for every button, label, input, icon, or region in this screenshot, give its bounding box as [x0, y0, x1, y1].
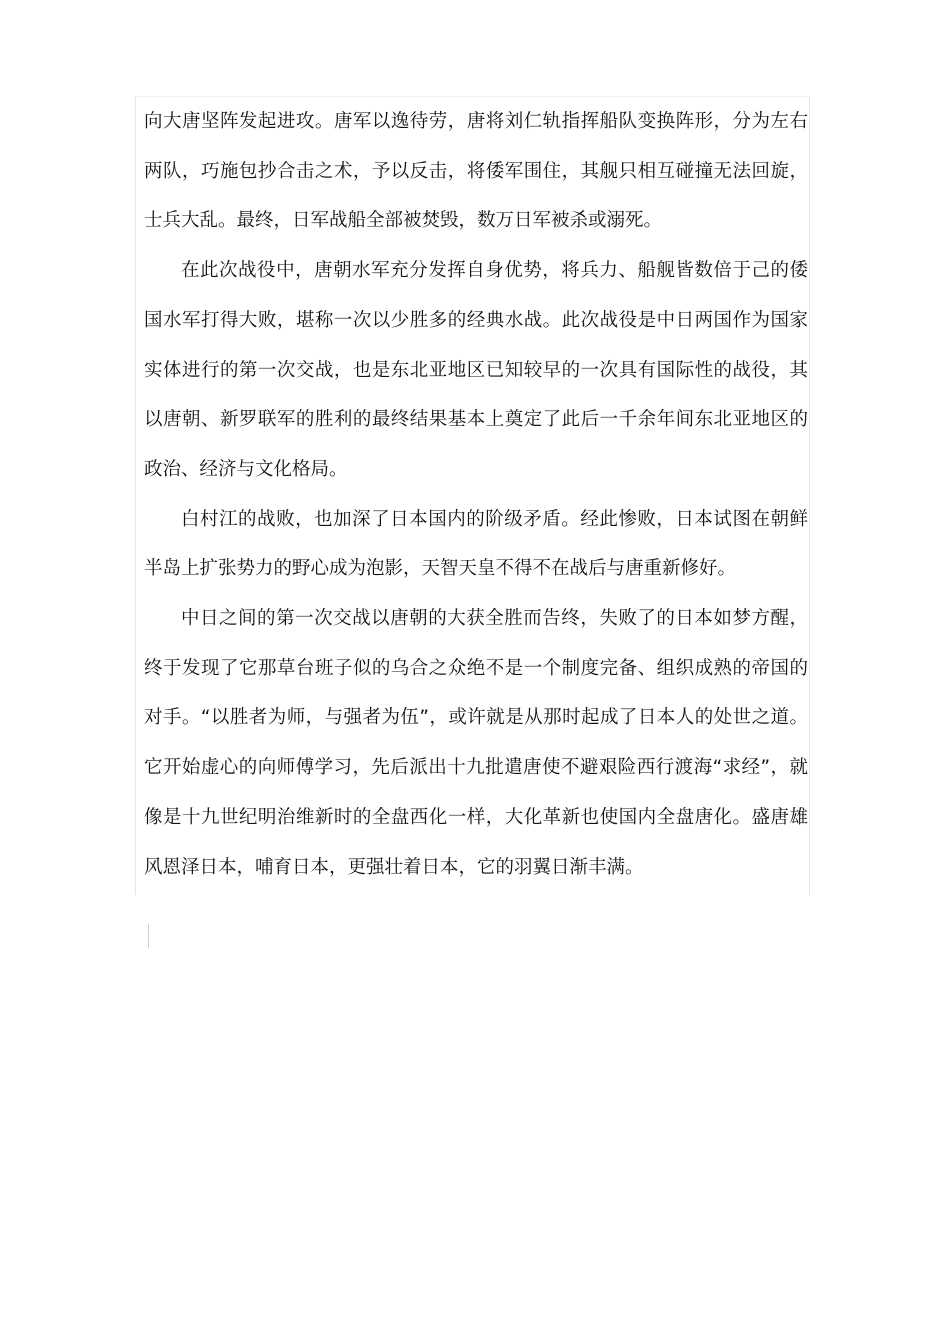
text-cursor-mark: [148, 924, 149, 948]
paragraph-4: 中日之间的第一次交战以唐朝的大获全胜而告终，失败了的日本如梦方醒，终于发现了它那草台班子似的乌合之众绝不是一个制度完备、组织成熟的帝国的对手。“以胜者为师，与强者为伍”，或许就是从那时起成了日本人的处世之道。它开始虚心的向师傅学习，先后派出十九批遣唐使不避艰险西行渡海“求经”，就像是十九世纪明治维新时的全盘西化一样，大化革新也使国内全盘唐化。盛唐雄风恩泽日本，哺育日本，更强壮着日本，它的羽翼日渐丰满。: [144, 608, 808, 878]
paragraph-2: 在此次战役中，唐朝水军充分发挥自身优势，将兵力、船舰皆数倍于己的倭国水军打得大败，堪称一次以少胜多的经典水战。此次战役是中日两国作为国家实体进行的第一次交战，也是东北亚地区已知较早的一次具有国际性的战役，其以唐朝、新罗联军的胜利的最终结果基本上奠定了此后一千余年间东北亚地区的政治、经济与文化格局。: [144, 260, 808, 480]
paragraph-1: 向大唐坚阵发起进攻。唐军以逸待劳，唐将刘仁轨指挥船队变换阵形，分为左右两队，巧施包抄合击之术，予以反击，将倭军围住，其舰只相互碰撞无法回旋，士兵大乱。最终，日军战船全部被焚毁，数万日军被杀或溺死。: [144, 111, 808, 232]
document-body: [144, 97, 808, 892]
paragraph-3: 白村江的战败，也加深了日本国内的阶级矛盾。经此惨败，日本试图在朝鲜半岛上扩张势力的野心成为泡影，天智天皇不得不在战后与唐重新修好。: [144, 508, 808, 580]
